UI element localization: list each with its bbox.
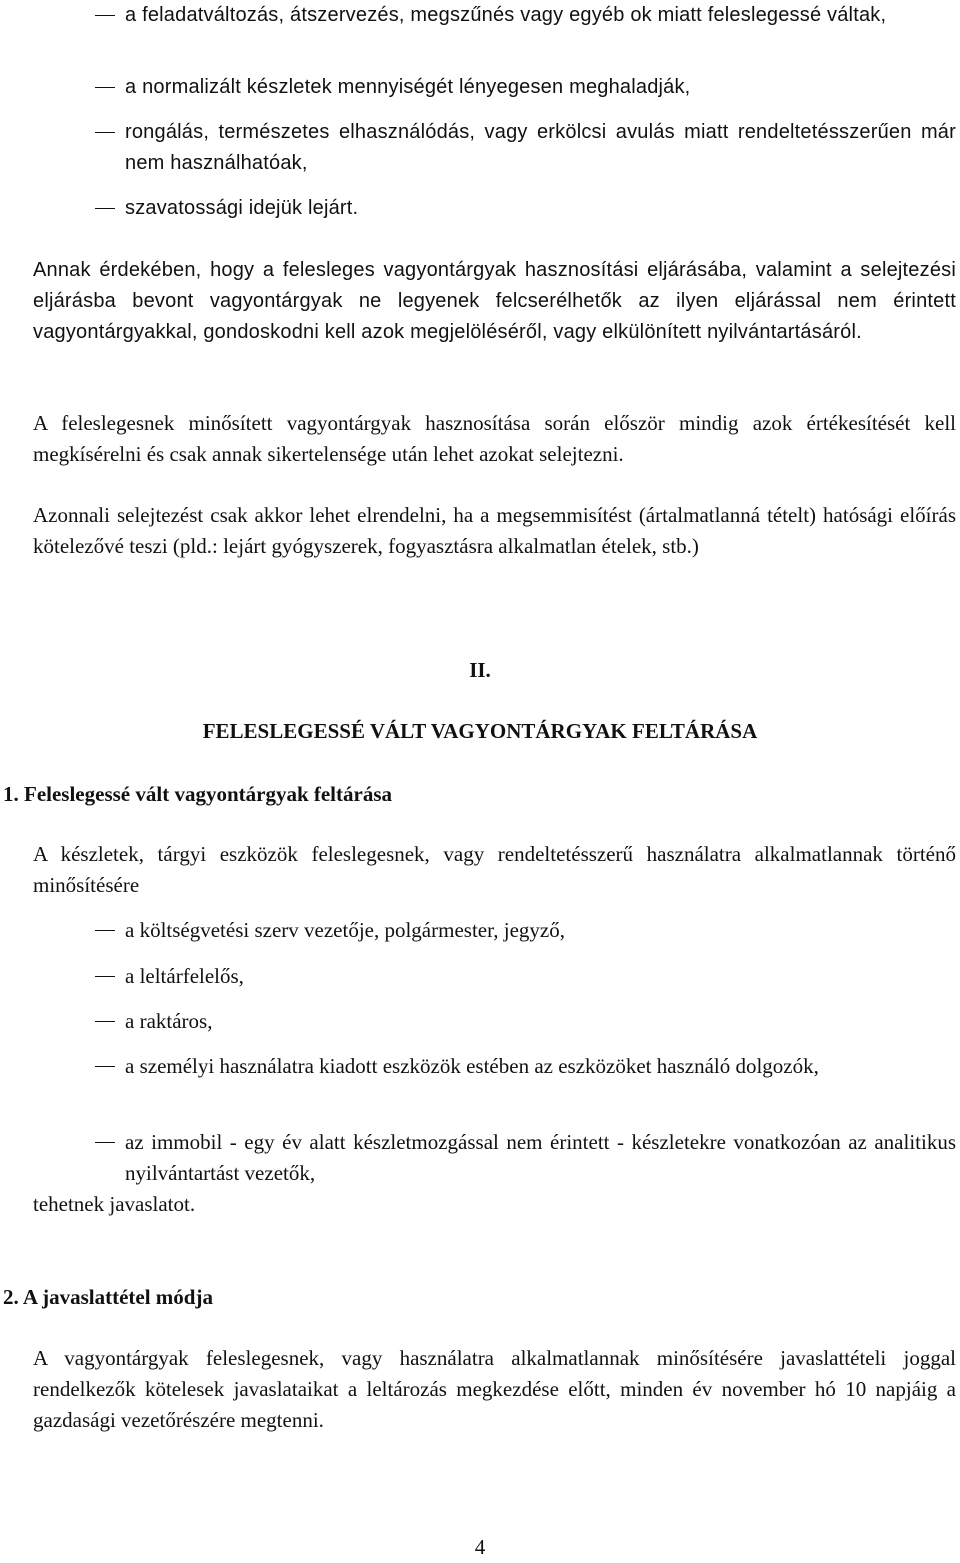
list-item: [125, 117, 956, 179]
list-item: [125, 1051, 956, 1082]
list-item: [125, 1006, 956, 1037]
list-item-text: a költségvetési szerv vezetője, polgármester, jegyző,: [125, 918, 565, 942]
list-item-text: rongálás, természetes elhasználódás, vagy erkölcsi avulás miatt rendeltetésszerűen már nem használhatóak,: [125, 121, 956, 174]
list-item-text: a személyi használatra kiadott eszközök estében az eszközöket használó dolgozók,: [125, 1054, 819, 1078]
list-item: [125, 915, 956, 946]
list-item-text: a leltárfelelős,: [125, 964, 244, 988]
list-item-text: a raktáros,: [125, 1009, 213, 1033]
paragraph-marking: Annak érdekében, hogy a felesleges vagyontárgyak hasznosítási eljárásába, valamint a selejtezési eljárásba bevont vagyontárgyak ne legyenek felcserélhetők az ilyen eljárással nem érintett vagyontárgyakkal, gondoskodni kell azok megjelöléséről, vagy elkülönített nyilvántartásáról.: [33, 259, 956, 343]
section-1-intro: A készletek, tárgyi eszközök feleslegesnek, vagy rendeltetésszerű használatra alkalmatlannak történő minősítésére: [33, 842, 956, 897]
section-2-heading: 2. A javaslattétel módja: [3, 1285, 213, 1309]
dash-bullet: [95, 1066, 115, 1067]
dash-bullet: [95, 1021, 115, 1022]
page-number: 4: [474, 1535, 486, 1559]
list-item-text: az immobil - egy év alatt készletmozgással nem érintett - készletekre vonatkozóan az analitikus nyilvántartást vezetők,: [125, 1130, 956, 1185]
list-item: [125, 72, 956, 103]
list-item-text: a normalizált készletek mennyiségét lényegesen meghaladják,: [125, 76, 691, 98]
dash-bullet: [95, 87, 115, 88]
dash-bullet: [95, 930, 115, 931]
list-item: [125, 1127, 956, 1189]
section-1-heading: 1. Feleslegessé vált vagyontárgyak feltárása: [3, 782, 393, 806]
dash-bullet: [95, 976, 115, 977]
list-item: [125, 193, 956, 224]
list-item: [125, 961, 956, 992]
list-item: [125, 0, 956, 31]
dash-bullet: [95, 1142, 115, 1143]
paragraph-immediate-scrapping: Azonnali selejtezést csak akkor lehet elrendelni, ha a megsemmisítést (ártalmatlanná tételt) hatósági előírás kötelezővé teszi (pld.: lejárt gyógyszerek, fogyasztásra alkalmatlan ételek, stb.): [33, 503, 956, 558]
dash-bullet: [95, 15, 115, 16]
section-1-outro: tehetnek javaslatot.: [33, 1192, 196, 1216]
dash-bullet: [95, 208, 115, 209]
chapter-title: FELESLEGESSÉ VÁLT VAGYONTÁRGYAK FELTÁRÁSA: [202, 719, 758, 743]
paragraph-utilization: A feleslegesnek minősített vagyontárgyak hasznosítása során először mindig azok értékesítését kell megkísérelni és csak annak sikertelensége után lehet azokat selejtezni.: [33, 411, 956, 466]
chapter-number: II.: [469, 658, 491, 682]
list-item-text: szavatossági idejük lejárt.: [125, 197, 359, 219]
list-item-text: a feladatváltozás, átszervezés, megszűnés vagy egyéb ok miatt feleslegessé váltak,: [125, 4, 887, 26]
dash-bullet: [95, 132, 115, 133]
section-2-text: A vagyontárgyak feleslegesnek, vagy használatra alkalmatlannak minősítésére javaslattételi joggal rendelkezők kötelesek javaslataikat a leltározás megkezdése előtt, minden év november hó 10 napjáig a gazdasági vezetőrészére megtenni.: [33, 1346, 956, 1432]
